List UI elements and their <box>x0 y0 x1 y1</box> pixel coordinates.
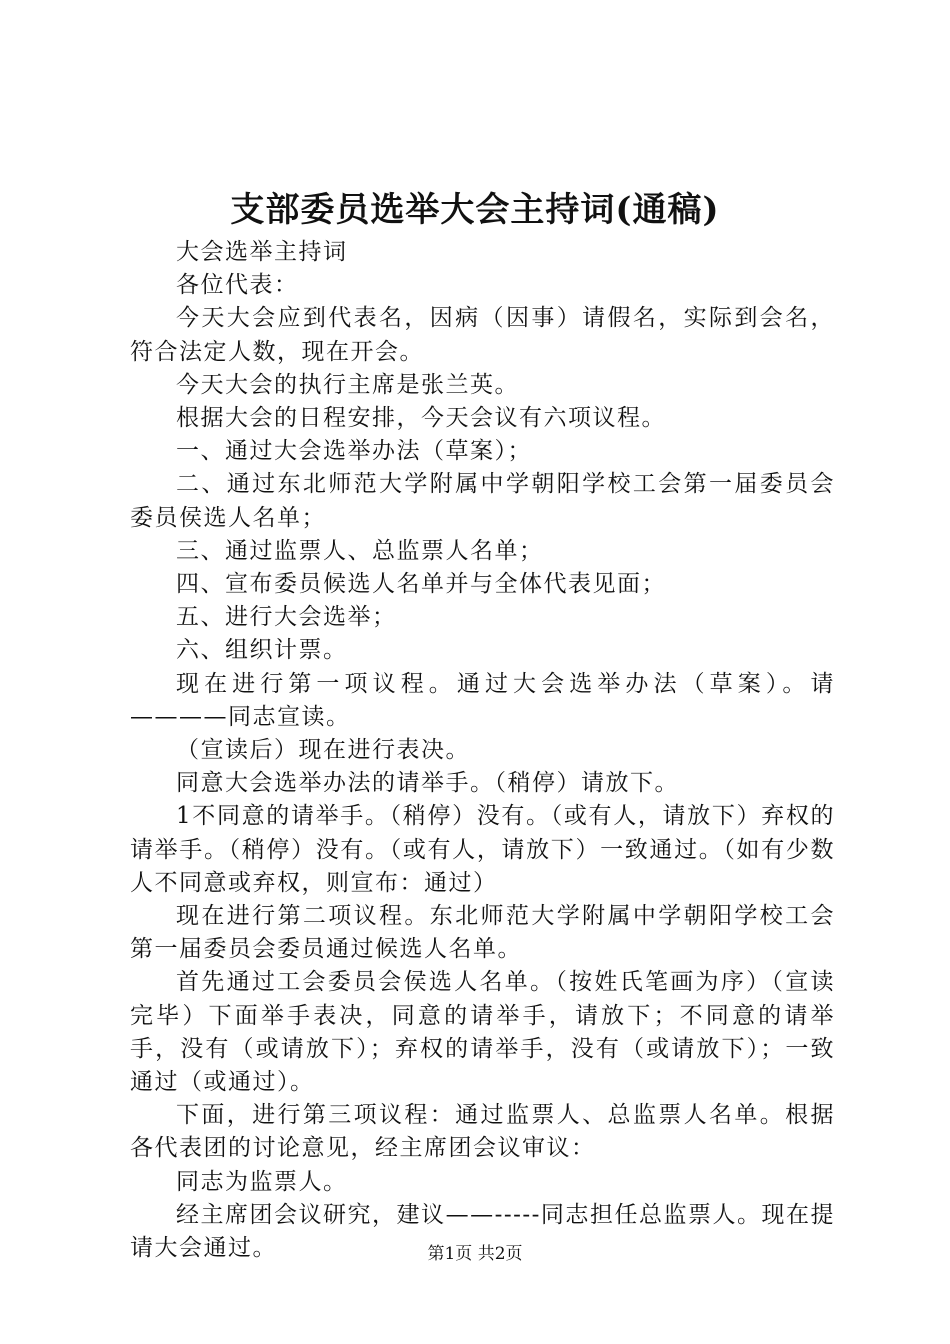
agenda-item-2: 二、通过东北师范大学附属中学朝阳学校工会第一届委员会委员侯选人名单； <box>130 471 835 531</box>
paragraph-vote-start: （宣读后）现在进行表决。 <box>176 737 470 764</box>
paragraph-heading: 大会选举主持词 <box>176 239 348 265</box>
paragraph-agenda-intro: 根据大会的日程安排，今天会议有六项议程。 <box>176 405 666 432</box>
paragraph-candidate-vote: 首先通过工会委员会侯选人名单。（按姓氏笔画为序）（宣读完毕）下面举手表决，同意的请举手，请放下；不同意的请举手，没有（或请放下）；弃权的请举手，没有（或请放下）；一致通过（或通过）。 <box>130 969 835 1096</box>
document-title: 支部委员选举大会主持词(通稿) <box>230 190 720 230</box>
paragraph-vote-agree: 同意大会选举办法的请举手。（稍停）请放下。 <box>176 770 679 797</box>
paragraph-vote-result: 1不同意的请举手。（稍停）没有。（或有人，请放下）弃权的请举手。（稍停）没有。（或有人，请放下）一致通过。（如有少数人不同意或弃权，则宣布：通过） <box>130 803 835 896</box>
paragraph-salutation: 各位代表： <box>176 272 299 299</box>
paragraph-item1-reading: 现在进行第一项议程。通过大会选举办法（草案）。请————同志宣读。 <box>130 670 835 730</box>
paragraph-chair: 今天大会的执行主席是张兰英。 <box>176 371 519 398</box>
paragraph-item2: 现在进行第二项议程。东北师范大学附属中学朝阳学校工会第一届委员会委员通过候选人名单。 <box>130 903 835 963</box>
agenda-item-1: 一、通过大会选举办法（草案）； <box>176 438 532 465</box>
paragraph-attendance: 今天大会应到代表名，因病（因事）请假名，实际到会名，符合法定人数，现在开会。 <box>130 305 835 365</box>
agenda-item-5: 五、进行大会选举； <box>176 604 397 631</box>
paragraph-scrutineers: 同志为监票人。 <box>176 1168 348 1195</box>
agenda-item-6: 六、组织计票。 <box>176 637 348 664</box>
agenda-item-4: 四、宣布委员候选人名单并与全体代表见面； <box>176 571 666 598</box>
document-body <box>130 236 835 1265</box>
paragraph-item3: 下面，进行第三项议程：通过监票人、总监票人名单。根据各代表团的讨论意见，经主席团会议审议： <box>130 1102 835 1162</box>
paragraph-chief-scrutineer: 经主席团会议研究，建议——-----同志担任总监票人。现在提请大会通过。 <box>130 1201 835 1262</box>
agenda-item-3: 三、通过监票人、总监票人名单； <box>176 537 544 564</box>
page-number: 第1页 共2页 <box>427 1244 523 1264</box>
